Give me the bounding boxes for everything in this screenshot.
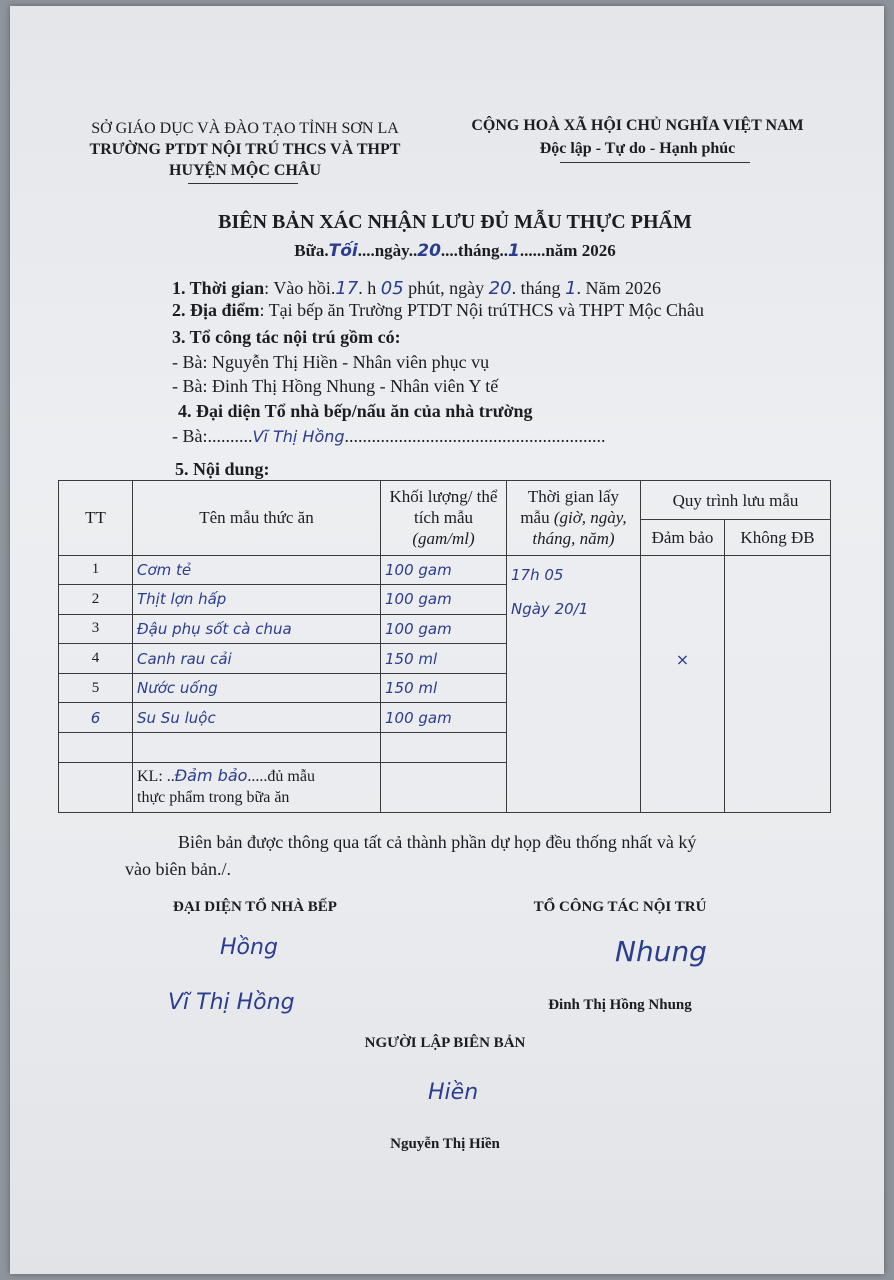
row-tt: 2 bbox=[59, 585, 133, 615]
section1-text-e: . Năm 2026 bbox=[576, 278, 662, 298]
section2-text: : Tại bếp ăn Trường PTDT Nội trúTHCS và THPT Mộc Châu bbox=[259, 300, 704, 320]
kitchen-rep-suffix: .......................................................... bbox=[344, 426, 606, 446]
kitchen-rep-title: ĐẠI DIỆN TỔ NHÀ BẾP bbox=[173, 899, 337, 915]
section1-text-b: . h bbox=[358, 278, 377, 298]
header-ok: Đảm bảo bbox=[641, 520, 725, 555]
conclusion-cell bbox=[133, 762, 381, 812]
header-tt: TT bbox=[59, 481, 133, 556]
recorder-name: Nguyễn Thị Hiền bbox=[390, 1136, 500, 1152]
row-tt: 4 bbox=[59, 644, 133, 674]
kitchen-rep-name: Vĩ Thị Hồng bbox=[252, 427, 345, 446]
row-tt: 1 bbox=[59, 555, 133, 585]
kitchen-rep-signature: Hồng bbox=[220, 935, 278, 960]
header-time-line2a: mẫu bbox=[520, 508, 554, 528]
row-food: Thịt lợn hấp bbox=[133, 585, 381, 615]
header-weight-line1: Khối lượng/ thể bbox=[389, 487, 498, 507]
day-value: 20 bbox=[417, 241, 441, 261]
conclusion-tt bbox=[59, 762, 133, 812]
kitchen-rep-name-hw: Vĩ Thị Hồng bbox=[168, 990, 295, 1015]
closing-line2: vào biên bản./. bbox=[125, 859, 231, 879]
row-qty: 100 gam bbox=[381, 614, 507, 644]
meal-value: Tối bbox=[328, 241, 358, 261]
row-food: Nước uống bbox=[133, 673, 381, 703]
row-tt: 6 bbox=[59, 703, 133, 733]
kl-suffix: .....đủ mẫu bbox=[247, 767, 315, 785]
empty-food bbox=[133, 732, 381, 762]
kl-line2: thực phẩm trong bữa ăn bbox=[137, 788, 290, 806]
table-row bbox=[59, 555, 831, 585]
recorder-title: NGƯỜI LẬP BIÊN BẢN bbox=[364, 1035, 526, 1051]
district-name: HUYỆN MỘC CHÂU bbox=[169, 162, 321, 179]
day-prefix: ....ngày.. bbox=[357, 241, 418, 260]
empty-qty bbox=[381, 732, 507, 762]
time-hour: 17 bbox=[335, 278, 359, 299]
time-month: 1 bbox=[565, 278, 577, 299]
check-mark: × bbox=[675, 649, 690, 669]
member-1: - Bà: Nguyễn Thị Hiền - Nhân viên phục vụ bbox=[172, 352, 490, 372]
header-time bbox=[507, 481, 641, 556]
kl-prefix: KL: .. bbox=[137, 767, 175, 785]
row-qty: 150 ml bbox=[381, 644, 507, 674]
section5-label: 5. Nội dung: bbox=[175, 459, 270, 479]
header-weight-line3: (gam/ml) bbox=[412, 529, 475, 549]
section1-text-d: . tháng bbox=[511, 278, 561, 298]
section1-text-a: : Vào hồi. bbox=[264, 278, 336, 298]
motto: Độc lập - Tự do - Hạnh phúc bbox=[539, 140, 736, 157]
header-weight-line2: tích mẫu bbox=[413, 508, 473, 528]
kitchen-rep-line bbox=[172, 426, 812, 447]
row-food: Đậu phụ sốt cà chua bbox=[133, 614, 381, 644]
header-weight bbox=[381, 481, 507, 556]
header-left-underline bbox=[188, 183, 298, 184]
time-minute: 05 bbox=[380, 278, 404, 299]
time-cell bbox=[507, 555, 641, 813]
header-time-line2b: (giờ, ngày, bbox=[553, 508, 627, 528]
row-food: Cơm tẻ bbox=[133, 555, 381, 585]
not-ok-cell bbox=[725, 555, 831, 813]
section-location bbox=[172, 300, 862, 321]
row-food: Su Su luộc bbox=[133, 703, 381, 733]
header-procedure: Quy trình lưu mẫu bbox=[641, 481, 831, 520]
boarding-team-name: Đinh Thị Hồng Nhung bbox=[548, 997, 692, 1013]
time-hw-1: 17h 05 bbox=[511, 565, 564, 584]
boarding-team-signature: Nhung bbox=[615, 935, 707, 968]
recorder-signature: Hiền bbox=[428, 1080, 479, 1105]
row-tt: 5 bbox=[59, 673, 133, 703]
section1-text-c: phút, ngày bbox=[403, 278, 485, 298]
row-qty: 100 gam bbox=[381, 585, 507, 615]
section2-label: 2. Địa điểm bbox=[172, 300, 260, 320]
row-qty: 150 ml bbox=[381, 673, 507, 703]
year-text: ......năm 2026 bbox=[519, 241, 616, 260]
row-food: Canh rau cải bbox=[133, 644, 381, 674]
dept-name: SỞ GIÁO DỤC VÀ ĐÀO TẠO TỈNH SƠN LA bbox=[91, 120, 399, 137]
closing-line1: Biên bản được thông qua tất cả thành phần dự họp đều thống nhất và ký bbox=[178, 832, 697, 852]
header-time-line1: Thời gian lấy bbox=[527, 487, 620, 507]
header-left bbox=[60, 118, 430, 181]
section4-label: 4. Đại diện Tổ nhà bếp/nấu ăn của nhà trường bbox=[178, 401, 533, 421]
ok-cell bbox=[641, 555, 725, 813]
time-day: 20 bbox=[488, 278, 512, 299]
kl-value: Đảm bảo bbox=[174, 765, 248, 785]
month-prefix: ....tháng.. bbox=[440, 241, 508, 260]
section3-label: 3. Tổ công tác nội trú gồm có: bbox=[172, 327, 401, 347]
section1-label: 1. Thời gian bbox=[172, 278, 265, 298]
row-qty: 100 gam bbox=[381, 703, 507, 733]
sample-table bbox=[58, 480, 831, 813]
header-food-name: Tên mẫu thức ăn bbox=[133, 481, 381, 556]
time-hw-2: Ngày 20/1 bbox=[511, 599, 589, 618]
country-name: CỘNG HOÀ XÃ HỘI CHỦ NGHĨA VIỆT NAM bbox=[471, 117, 804, 134]
boarding-team-title: TỔ CÔNG TÁC NỘI TRÚ bbox=[533, 899, 707, 915]
header-not-ok: Không ĐB bbox=[725, 520, 831, 555]
meal-prefix: Bữa. bbox=[294, 241, 329, 260]
empty-tt bbox=[59, 732, 133, 762]
document-title: BIÊN BẢN XÁC NHẬN LƯU ĐỦ MẪU THỰC PHẨM bbox=[218, 211, 692, 233]
header-time-line3: tháng, năm) bbox=[532, 529, 615, 549]
member-2: - Bà: Đinh Thị Hồng Nhung - Nhân viên Y tế bbox=[172, 376, 499, 396]
header-right bbox=[450, 114, 825, 160]
month-value: 1 bbox=[507, 241, 520, 261]
section-time bbox=[172, 278, 852, 299]
kitchen-rep-prefix: - Bà:.......... bbox=[172, 426, 253, 446]
header-right-underline bbox=[560, 162, 750, 163]
meal-date-line bbox=[130, 241, 780, 261]
row-tt: 3 bbox=[59, 614, 133, 644]
school-name: TRƯỜNG PTDT NỘI TRÚ THCS VÀ THPT bbox=[89, 141, 401, 158]
conclusion-qty bbox=[381, 762, 507, 812]
row-qty: 100 gam bbox=[381, 555, 507, 585]
